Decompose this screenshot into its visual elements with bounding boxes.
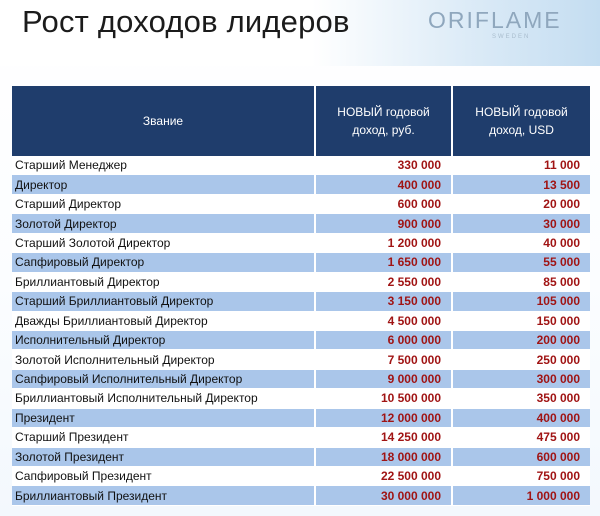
rank-cell: Сапфировый Президент: [12, 467, 315, 486]
page-title: Рост доходов лидеров: [22, 4, 350, 39]
income-usd-cell: 400 000: [452, 408, 590, 427]
income-rub-cell: 4 500 000: [315, 311, 452, 330]
income-rub-cell: 2 550 000: [315, 272, 452, 291]
income-usd-cell: 20 000: [452, 194, 590, 213]
table-row: [12, 467, 590, 486]
income-usd-cell: 475 000: [452, 428, 590, 447]
income-rub-cell: 10 500 000: [315, 389, 452, 408]
table-row: [12, 292, 590, 311]
table-header-row: [12, 86, 590, 156]
rank-cell: Золотой Президент: [12, 447, 315, 466]
income-rub-cell: 1 650 000: [315, 253, 452, 272]
income-rub-cell: 14 250 000: [315, 428, 452, 447]
rank-cell: Сапфировый Директор: [12, 253, 315, 272]
income-rub-cell: 12 000 000: [315, 408, 452, 427]
rank-cell: Золотой Директор: [12, 214, 315, 233]
column-header-rank: Звание: [12, 86, 315, 156]
income-rub-cell: 600 000: [315, 194, 452, 213]
income-rub-cell: 18 000 000: [315, 447, 452, 466]
rank-cell: Президент: [12, 408, 315, 427]
income-rub-cell: 1 200 000: [315, 233, 452, 252]
table-row: [12, 369, 590, 388]
income-usd-cell: 200 000: [452, 330, 590, 349]
column-header-income-rub: НОВЫЙ годовой доход, руб.: [315, 86, 452, 156]
table-row: [12, 350, 590, 369]
income-rub-cell: 900 000: [315, 214, 452, 233]
rank-cell: Старший Президент: [12, 428, 315, 447]
table-row: [12, 214, 590, 233]
income-usd-cell: 150 000: [452, 311, 590, 330]
income-usd-cell: 105 000: [452, 292, 590, 311]
table-row: [12, 330, 590, 349]
column-header-income-usd: НОВЫЙ годовой доход, USD: [452, 86, 590, 156]
rank-cell: Директор: [12, 175, 315, 194]
table-row: [12, 253, 590, 272]
table-row: [12, 447, 590, 466]
rank-cell: Золотой Исполнительный Директор: [12, 350, 315, 369]
table-row: [12, 175, 590, 194]
table-row: [12, 486, 590, 505]
table-row: [12, 389, 590, 408]
income-rub-cell: 400 000: [315, 175, 452, 194]
income-usd-cell: 30 000: [452, 214, 590, 233]
rank-cell: Сапфировый Исполнительный Директор: [12, 369, 315, 388]
table-row: [12, 311, 590, 330]
table-row: [12, 156, 590, 175]
income-usd-cell: 13 500: [452, 175, 590, 194]
logo-text: ORIFLAME: [428, 7, 562, 33]
income-usd-cell: 750 000: [452, 467, 590, 486]
rank-cell: Бриллиантовый Директор: [12, 272, 315, 291]
rank-cell: Исполнительный Директор: [12, 330, 315, 349]
income-rub-cell: 330 000: [315, 156, 452, 175]
income-rub-cell: 22 500 000: [315, 467, 452, 486]
income-usd-cell: 55 000: [452, 253, 590, 272]
income-usd-cell: 85 000: [452, 272, 590, 291]
rank-cell: Старший Золотой Директор: [12, 233, 315, 252]
income-usd-cell: 350 000: [452, 389, 590, 408]
income-rub-cell: 7 500 000: [315, 350, 452, 369]
income-usd-cell: 250 000: [452, 350, 590, 369]
income-usd-cell: 11 000: [452, 156, 590, 175]
income-rub-cell: 6 000 000: [315, 330, 452, 349]
table-row: [12, 194, 590, 213]
logo-subtext: SWEDEN: [492, 34, 531, 40]
rank-cell: Дважды Бриллиантовый Директор: [12, 311, 315, 330]
oriflame-logo: [428, 7, 588, 41]
rank-cell: Старший Менеджер: [12, 156, 315, 175]
rank-cell: Бриллиантовый Президент: [12, 486, 315, 505]
income-usd-cell: 600 000: [452, 447, 590, 466]
income-rub-cell: 9 000 000: [315, 369, 452, 388]
income-rub-cell: 30 000 000: [315, 486, 452, 505]
income-usd-cell: 300 000: [452, 369, 590, 388]
rank-cell: Бриллиантовый Исполнительный Директор: [12, 389, 315, 408]
table-row: [12, 408, 590, 427]
table-row: [12, 272, 590, 291]
income-usd-cell: 40 000: [452, 233, 590, 252]
income-usd-cell: 1 000 000: [452, 486, 590, 505]
table-row: [12, 233, 590, 252]
income-table: [12, 86, 590, 506]
income-rub-cell: 3 150 000: [315, 292, 452, 311]
rank-cell: Старший Бриллиантовый Директор: [12, 292, 315, 311]
table-row: [12, 428, 590, 447]
rank-cell: Старший Директор: [12, 194, 315, 213]
